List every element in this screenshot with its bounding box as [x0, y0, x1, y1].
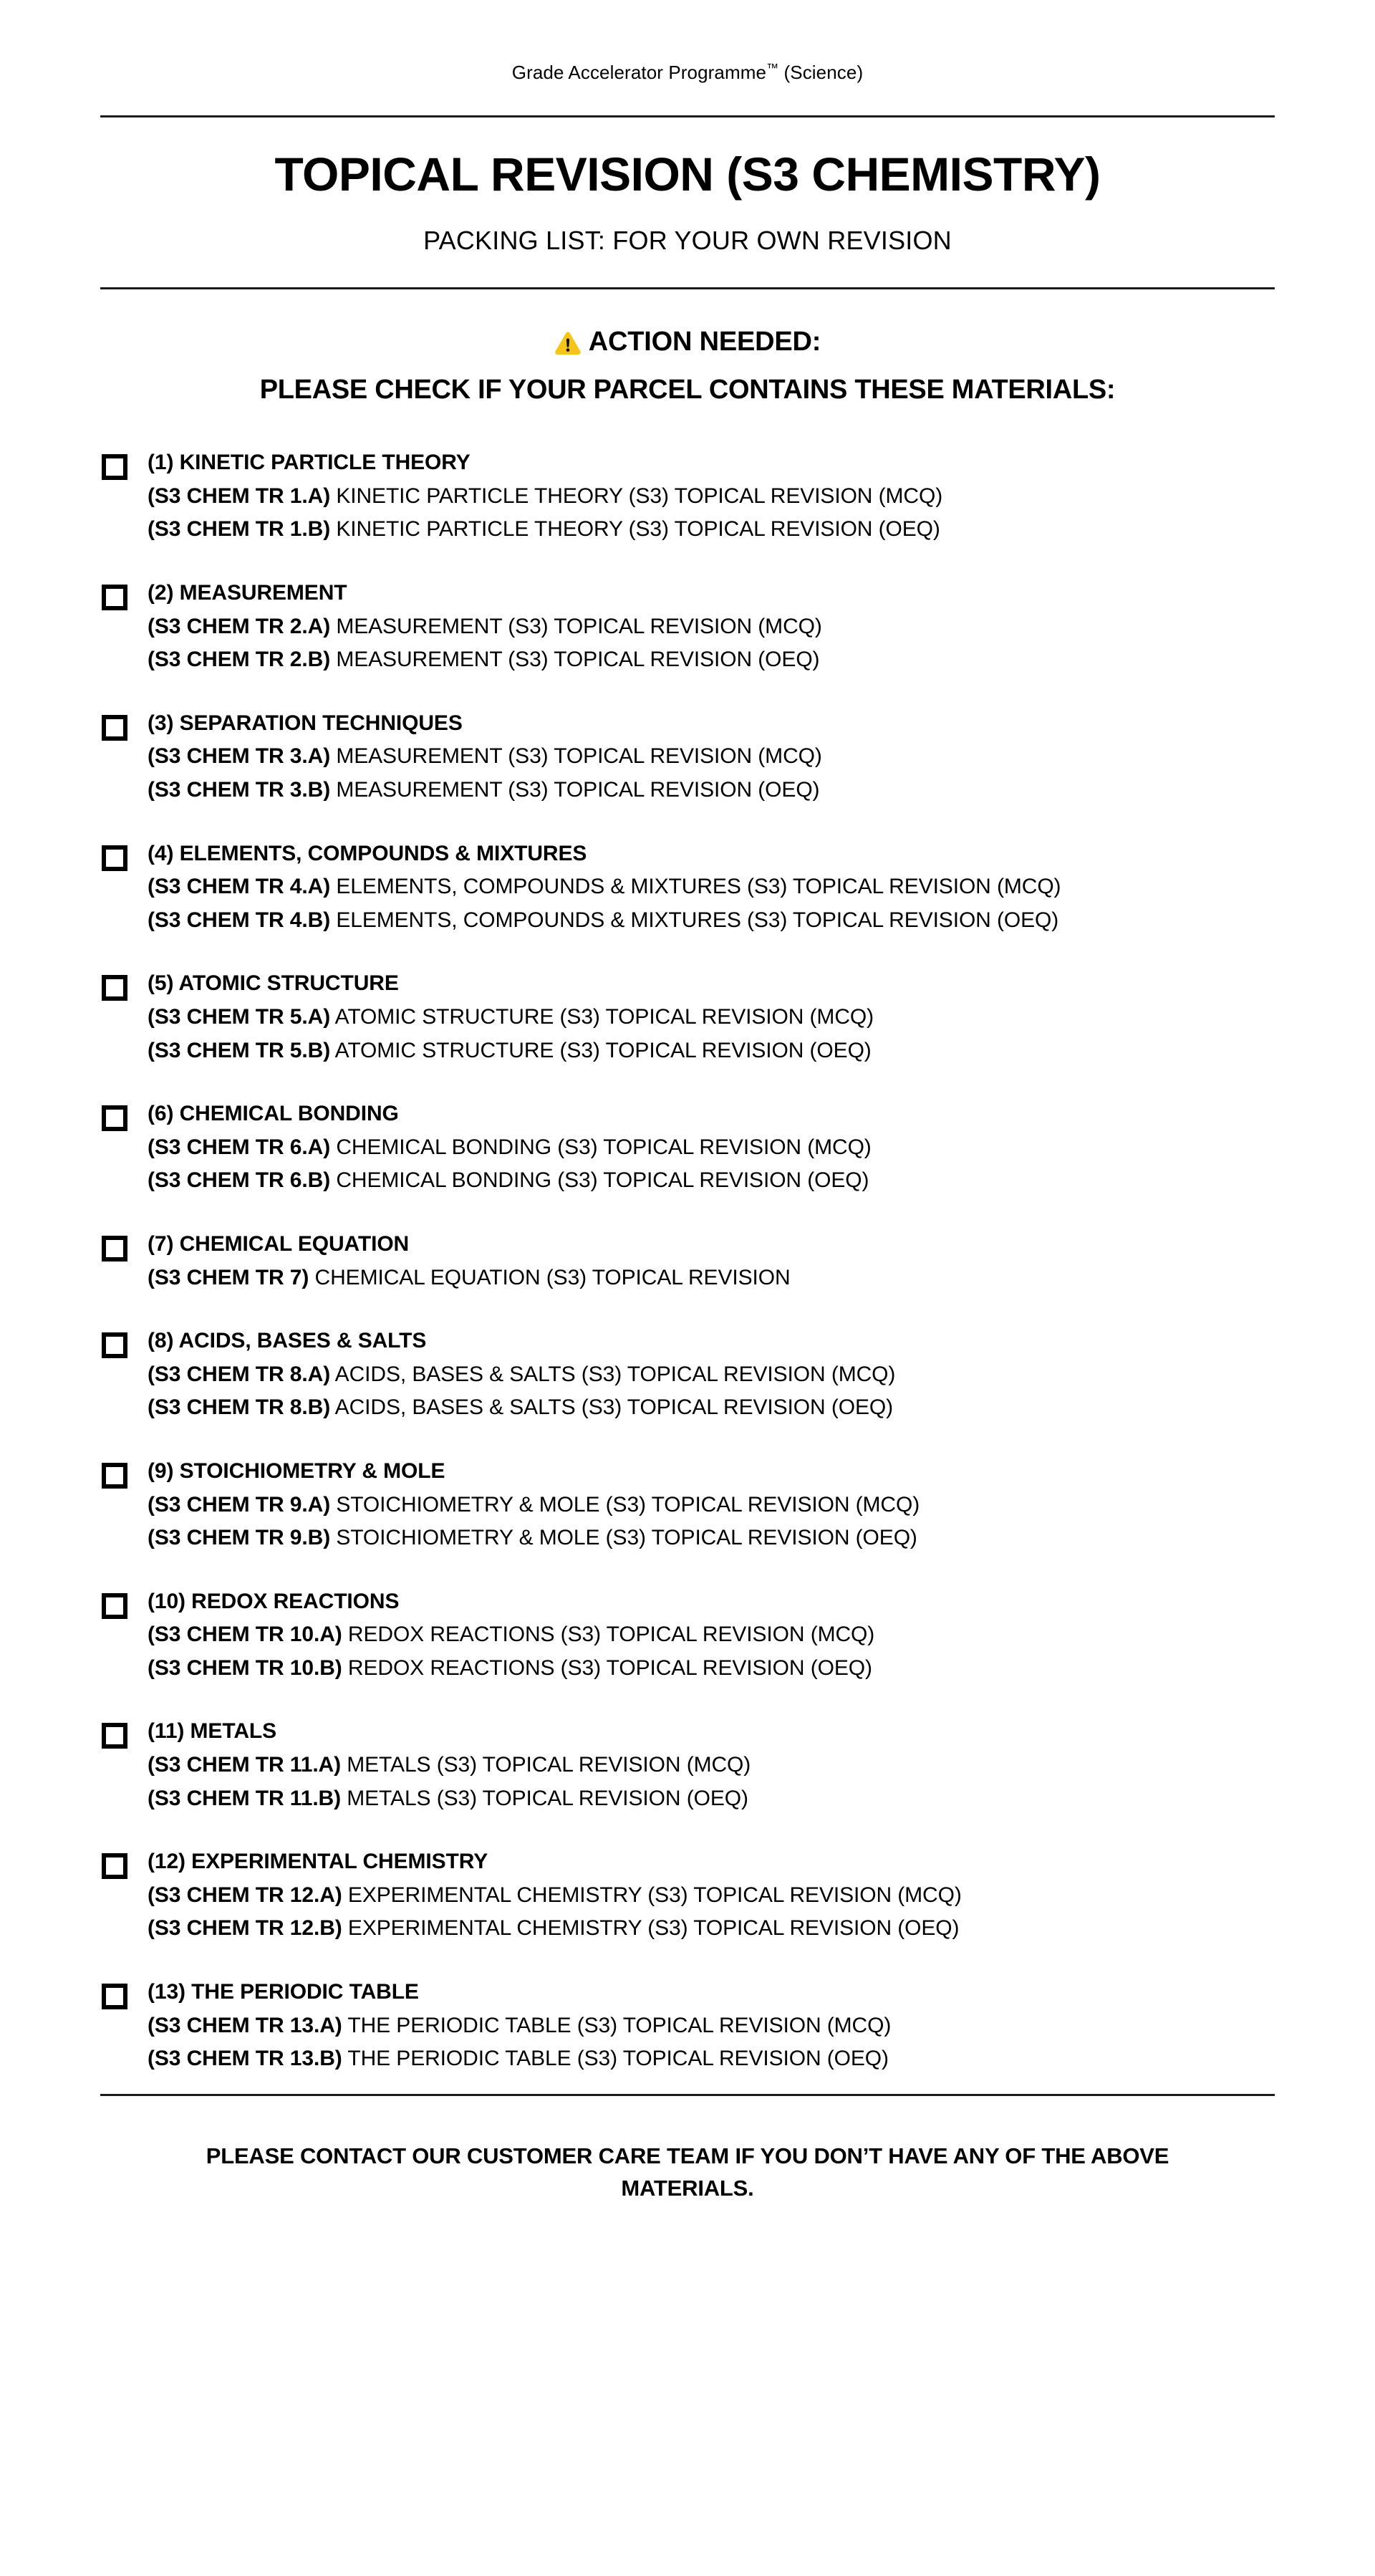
material-description: ATOMIC STRUCTURE (S3) TOPICAL REVISION (MCQ) — [330, 1004, 874, 1029]
divider-middle — [100, 287, 1275, 289]
material-code: (S3 CHEM TR 12.A) — [148, 1883, 342, 1907]
checklist-item-title: (5) ATOMIC STRUCTURE — [148, 971, 399, 996]
checklist-item-line — [148, 1362, 1295, 1388]
checklist-item-body — [148, 1458, 1295, 1552]
checklist-item-line — [148, 2013, 1295, 2039]
checklist-item-body — [148, 841, 1295, 934]
material-description: MEASUREMENT (S3) TOPICAL REVISION (MCQ) — [330, 614, 822, 638]
checklist-item — [102, 1101, 1295, 1194]
checklist-item-body — [148, 1849, 1295, 1942]
checklist-item — [102, 1719, 1295, 1812]
material-description: ACIDS, BASES & SALTS (S3) TOPICAL REVISION (OEQ) — [330, 1395, 893, 1420]
checklist-item-line — [148, 1883, 1295, 1909]
checklist-item — [102, 1589, 1295, 1682]
checklist-item-body — [148, 1719, 1295, 1812]
checklist-item-body — [148, 1231, 1295, 1291]
material-description: MEASUREMENT (S3) TOPICAL REVISION (OEQ) — [330, 648, 820, 672]
checklist-item-line — [148, 1655, 1295, 1682]
checklist-item-body — [148, 971, 1295, 1064]
checklist-item-line — [148, 874, 1295, 900]
materials-checklist — [80, 450, 1295, 2072]
material-description: KINETIC PARTICLE THEORY (S3) TOPICAL REVISION (OEQ) — [330, 517, 940, 542]
material-description: EXPERIMENTAL CHEMISTRY (S3) TOPICAL REVISION (OEQ) — [342, 1916, 960, 1941]
checklist-item-line — [148, 2046, 1295, 2072]
action-instruction: PLEASE CHECK IF YOUR PARCEL CONTAINS THESE MATERIALS: — [259, 375, 1116, 405]
checklist-item — [102, 1979, 1295, 2072]
material-code: (S3 CHEM TR 4.A) — [148, 875, 331, 899]
checkbox[interactable] — [102, 1853, 127, 1879]
material-description: REDOX REACTIONS (S3) TOPICAL REVISION (OEQ) — [342, 1655, 872, 1680]
material-code: (S3 CHEM TR 5.B) — [148, 1038, 331, 1062]
checklist-item-body — [148, 1979, 1295, 2072]
material-code: (S3 CHEM TR 10.A) — [148, 1623, 342, 1647]
checklist-item-title: (1) KINETIC PARTICLE THEORY — [148, 451, 471, 475]
checklist-item — [102, 1458, 1295, 1552]
material-code: (S3 CHEM TR 11.B) — [148, 1786, 342, 1810]
checklist-item — [102, 711, 1295, 804]
checkbox[interactable] — [102, 845, 127, 871]
checklist-item-title: (6) CHEMICAL BONDING — [148, 1102, 399, 1126]
checklist-item-title: (12) EXPERIMENTAL CHEMISTRY — [148, 1850, 488, 1874]
material-description: EXPERIMENTAL CHEMISTRY (S3) TOPICAL REVISION (MCQ) — [342, 1883, 962, 1907]
material-code: (S3 CHEM TR 3.A) — [148, 744, 331, 769]
checklist-item-line — [148, 1265, 1295, 1292]
material-description: CHEMICAL BONDING (S3) TOPICAL REVISION (MCQ) — [330, 1135, 872, 1159]
checkbox[interactable] — [102, 1593, 127, 1619]
checklist-item-line — [148, 908, 1295, 934]
checkbox[interactable] — [102, 1332, 127, 1358]
material-description: ATOMIC STRUCTURE (S3) TOPICAL REVISION (OEQ) — [330, 1038, 872, 1062]
checklist-item-title: (7) CHEMICAL EQUATION — [148, 1231, 410, 1256]
checklist-item-title: (11) METALS — [148, 1719, 277, 1744]
checkbox[interactable] — [102, 1723, 127, 1749]
checklist-item — [102, 1849, 1295, 1942]
checklist-item — [102, 450, 1295, 543]
material-description: KINETIC PARTICLE THEORY (S3) TOPICAL REVISION (MCQ) — [330, 484, 943, 508]
checkbox[interactable] — [102, 975, 127, 1001]
checklist-item-line — [148, 1004, 1295, 1031]
checkbox[interactable] — [102, 585, 127, 610]
checklist-item-title: (3) SEPARATION TECHNIQUES — [148, 711, 463, 735]
material-code: (S3 CHEM TR 13.A) — [148, 2013, 342, 2037]
checklist-item — [102, 971, 1295, 1064]
checklist-item-line — [148, 1168, 1295, 1194]
material-code: (S3 CHEM TR 3.B) — [148, 778, 331, 802]
material-description: MEASUREMENT (S3) TOPICAL REVISION (MCQ) — [330, 744, 822, 769]
checklist-item-line — [148, 1395, 1295, 1421]
checklist-item-title: (10) REDOX REACTIONS — [148, 1589, 400, 1613]
checklist-item-body — [148, 580, 1295, 673]
checklist-item-title: (4) ELEMENTS, COMPOUNDS & MIXTURES — [148, 841, 587, 865]
checkbox[interactable] — [102, 715, 127, 741]
material-code: (S3 CHEM TR 9.B) — [148, 1526, 331, 1550]
checklist-item — [102, 580, 1295, 673]
material-description: REDOX REACTIONS (S3) TOPICAL REVISION (MCQ) — [342, 1623, 875, 1647]
checklist-item — [102, 841, 1295, 934]
checklist-item-title: (13) THE PERIODIC TABLE — [148, 1980, 419, 2004]
material-code: (S3 CHEM TR 8.A) — [148, 1362, 331, 1386]
checklist-item-line — [148, 1786, 1295, 1812]
material-description: ACIDS, BASES & SALTS (S3) TOPICAL REVISION (MCQ) — [330, 1362, 896, 1386]
checklist-item-body — [148, 450, 1295, 543]
material-description: STOICHIOMETRY & MOLE (S3) TOPICAL REVISION (OEQ) — [330, 1526, 917, 1550]
material-description: THE PERIODIC TABLE (S3) TOPICAL REVISION (OEQ) — [342, 2047, 889, 2071]
material-description: CHEMICAL EQUATION (S3) TOPICAL REVISION — [309, 1265, 791, 1289]
material-description: METALS (S3) TOPICAL REVISION (OEQ) — [341, 1786, 748, 1810]
trademark-symbol: ™ — [766, 61, 779, 75]
checklist-item-line — [148, 1135, 1295, 1161]
checklist-item-line — [148, 647, 1295, 673]
material-code: (S3 CHEM TR 6.B) — [148, 1168, 331, 1193]
material-code: (S3 CHEM TR 2.A) — [148, 614, 331, 638]
checklist-item-body — [148, 711, 1295, 804]
material-code: (S3 CHEM TR 1.B) — [148, 517, 331, 542]
checkbox[interactable] — [102, 1463, 127, 1489]
action-needed-banner — [80, 327, 1295, 405]
material-code: (S3 CHEM TR 4.B) — [148, 908, 331, 932]
checkbox[interactable] — [102, 1984, 127, 2009]
action-needed-label: ACTION NEEDED: — [588, 327, 821, 357]
footer-notice: PLEASE CONTACT OUR CUSTOMER CARE TEAM IF YOU DON’T HAVE ANY OF THE ABOVE MATERIALS. — [206, 2143, 1169, 2201]
divider-bottom — [100, 2094, 1275, 2096]
checklist-item-line — [148, 1622, 1295, 1648]
brand-name: Grade Accelerator Programme — [511, 62, 767, 83]
page-title: TOPICAL REVISION (S3 CHEMISTRY) — [274, 148, 1101, 201]
material-description: METALS (S3) TOPICAL REVISION (MCQ) — [341, 1753, 751, 1777]
checkbox[interactable] — [102, 454, 127, 480]
checklist-item-body — [148, 1101, 1295, 1194]
divider-top — [100, 115, 1275, 117]
checklist-item-line — [148, 1492, 1295, 1519]
material-description: STOICHIOMETRY & MOLE (S3) TOPICAL REVISION (MCQ) — [330, 1492, 920, 1517]
page-subtitle: PACKING LIST: FOR YOUR OWN REVISION — [423, 226, 952, 256]
material-code: (S3 CHEM TR 11.A) — [148, 1753, 342, 1777]
checklist-item-title: (8) ACIDS, BASES & SALTS — [148, 1329, 427, 1353]
checkbox[interactable] — [102, 1236, 127, 1261]
material-description: ELEMENTS, COMPOUNDS & MIXTURES (S3) TOPICAL REVISION (OEQ) — [330, 908, 1059, 932]
checklist-item-line — [148, 1038, 1295, 1064]
material-description: CHEMICAL BONDING (S3) TOPICAL REVISION (OEQ) — [330, 1168, 869, 1193]
material-code: (S3 CHEM TR 12.B) — [148, 1916, 342, 1941]
material-description: ELEMENTS, COMPOUNDS & MIXTURES (S3) TOPICAL REVISION (MCQ) — [330, 875, 1061, 899]
material-code: (S3 CHEM TR 8.B) — [148, 1395, 331, 1420]
warning-triangle-icon — [554, 330, 582, 357]
material-code: (S3 CHEM TR 6.A) — [148, 1135, 331, 1159]
checklist-item-line — [148, 744, 1295, 770]
material-code: (S3 CHEM TR 13.B) — [148, 2047, 342, 2071]
checklist-item-body — [148, 1328, 1295, 1421]
checklist-item-line — [148, 516, 1295, 543]
checklist-item-title: (2) MEASUREMENT — [148, 581, 347, 605]
checklist-item-line — [148, 777, 1295, 804]
brand-header — [80, 0, 1295, 84]
material-code: (S3 CHEM TR 7) — [148, 1265, 309, 1289]
checklist-item-line — [148, 1916, 1295, 1942]
material-code: (S3 CHEM TR 9.A) — [148, 1492, 331, 1517]
checklist-item-line — [148, 614, 1295, 640]
material-description: THE PERIODIC TABLE (S3) TOPICAL REVISION (MCQ) — [342, 2013, 892, 2037]
brand-subject: (Science) — [778, 62, 864, 83]
material-description: MEASUREMENT (S3) TOPICAL REVISION (OEQ) — [330, 778, 820, 802]
checkbox[interactable] — [102, 1105, 127, 1131]
material-code: (S3 CHEM TR 1.A) — [148, 484, 331, 508]
checklist-item-line — [148, 1525, 1295, 1552]
material-code: (S3 CHEM TR 2.B) — [148, 648, 331, 672]
checklist-item-line — [148, 1752, 1295, 1779]
checklist-item — [102, 1231, 1295, 1291]
checklist-item-title: (9) STOICHIOMETRY & MOLE — [148, 1458, 445, 1483]
material-code: (S3 CHEM TR 10.B) — [148, 1655, 342, 1680]
material-code: (S3 CHEM TR 5.A) — [148, 1004, 331, 1029]
action-needed-heading — [80, 327, 1295, 357]
checklist-item-line — [148, 484, 1295, 510]
checklist-item-body — [148, 1589, 1295, 1682]
checklist-item — [102, 1328, 1295, 1421]
